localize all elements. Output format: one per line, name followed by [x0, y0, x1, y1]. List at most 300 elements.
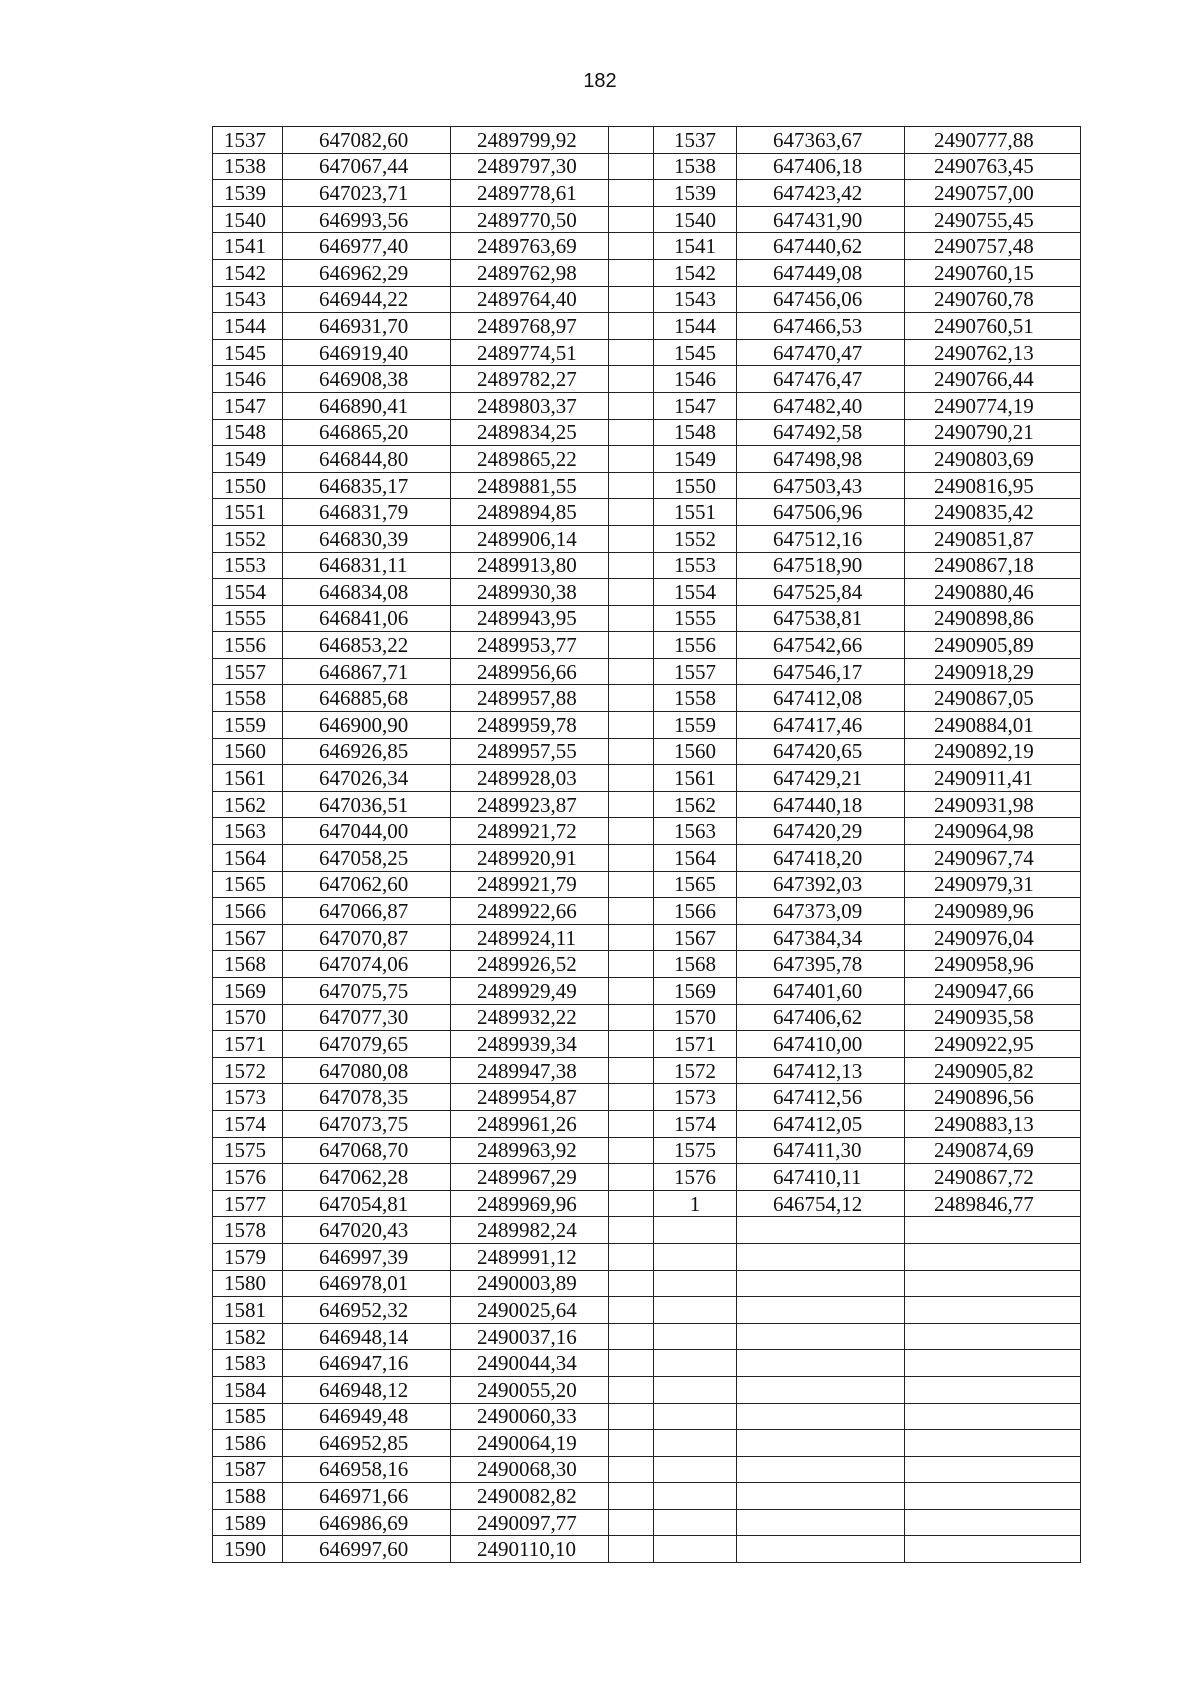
point-number-cell-right: 1556 — [654, 632, 737, 659]
x-coordinate-cell: 646997,39 — [283, 1243, 451, 1270]
x-coordinate-cell: 646890,41 — [283, 392, 451, 419]
point-number-cell: 1589 — [213, 1509, 283, 1536]
spacer-cell — [609, 1403, 654, 1430]
spacer-cell — [609, 1376, 654, 1403]
point-number-cell: 1545 — [213, 339, 283, 366]
y-coordinate-cell-right: 2490979,31 — [905, 871, 1081, 898]
x-coordinate-cell-right: 647420,29 — [737, 818, 905, 845]
y-coordinate-cell-right: 2490851,87 — [905, 525, 1081, 552]
y-coordinate-cell: 2489906,14 — [451, 525, 609, 552]
spacer-cell — [609, 339, 654, 366]
x-coordinate-cell-right: 647476,47 — [737, 366, 905, 393]
spacer-cell — [609, 1217, 654, 1244]
table-row — [213, 1164, 1081, 1191]
spacer-cell — [609, 446, 654, 473]
point-number-cell-right: 1543 — [654, 286, 737, 313]
y-coordinate-cell-right — [905, 1297, 1081, 1324]
x-coordinate-cell-right: 647429,21 — [737, 765, 905, 792]
table-row — [213, 552, 1081, 579]
y-coordinate-cell-right: 2490905,89 — [905, 632, 1081, 659]
x-coordinate-cell-right: 647506,96 — [737, 499, 905, 526]
y-coordinate-cell: 2489956,66 — [451, 658, 609, 685]
point-number-cell-right: 1548 — [654, 419, 737, 446]
x-coordinate-cell-right: 647392,03 — [737, 871, 905, 898]
point-number-cell-right — [654, 1403, 737, 1430]
x-coordinate-cell: 647036,51 — [283, 791, 451, 818]
point-number-cell: 1542 — [213, 259, 283, 286]
x-coordinate-cell: 646844,80 — [283, 446, 451, 473]
point-number-cell-right: 1546 — [654, 366, 737, 393]
point-number-cell-right: 1569 — [654, 978, 737, 1005]
table-row — [213, 1084, 1081, 1111]
spacer-cell — [609, 871, 654, 898]
x-coordinate-cell: 646948,12 — [283, 1376, 451, 1403]
point-number-cell-right — [654, 1243, 737, 1270]
point-number-cell-right — [654, 1536, 737, 1563]
point-number-cell: 1576 — [213, 1164, 283, 1191]
spacer-cell — [609, 206, 654, 233]
spacer-cell — [609, 685, 654, 712]
spacer-cell — [609, 1323, 654, 1350]
spacer-cell — [609, 818, 654, 845]
y-coordinate-cell: 2489929,49 — [451, 978, 609, 1005]
spacer-cell — [609, 366, 654, 393]
point-number-cell-right: 1537 — [654, 127, 737, 154]
point-number-cell: 1550 — [213, 472, 283, 499]
x-coordinate-cell: 646958,16 — [283, 1456, 451, 1483]
y-coordinate-cell-right — [905, 1430, 1081, 1457]
x-coordinate-cell: 646926,85 — [283, 738, 451, 765]
x-coordinate-cell: 647070,87 — [283, 924, 451, 951]
x-coordinate-cell-right: 647492,58 — [737, 419, 905, 446]
table-row — [213, 1350, 1081, 1377]
point-number-cell: 1561 — [213, 765, 283, 792]
y-coordinate-cell: 2489782,27 — [451, 366, 609, 393]
x-coordinate-cell: 646944,22 — [283, 286, 451, 313]
point-number-cell-right — [654, 1323, 737, 1350]
x-coordinate-cell-right: 647456,06 — [737, 286, 905, 313]
x-coordinate-cell: 646834,08 — [283, 579, 451, 606]
point-number-cell-right: 1565 — [654, 871, 737, 898]
x-coordinate-cell-right: 647449,08 — [737, 259, 905, 286]
point-number-cell: 1586 — [213, 1430, 283, 1457]
point-number-cell-right: 1555 — [654, 605, 737, 632]
x-coordinate-cell: 646931,70 — [283, 313, 451, 340]
point-number-cell: 1537 — [213, 127, 283, 154]
y-coordinate-cell: 2489967,29 — [451, 1164, 609, 1191]
table-row — [213, 605, 1081, 632]
point-number-cell: 1556 — [213, 632, 283, 659]
x-coordinate-cell: 647073,75 — [283, 1110, 451, 1137]
page-number: 182 — [583, 70, 617, 92]
point-number-cell: 1558 — [213, 685, 283, 712]
table-row — [213, 898, 1081, 925]
point-number-cell-right — [654, 1456, 737, 1483]
spacer-cell — [609, 552, 654, 579]
y-coordinate-cell: 2489763,69 — [451, 233, 609, 260]
point-number-cell: 1581 — [213, 1297, 283, 1324]
point-number-cell-right — [654, 1350, 737, 1377]
y-coordinate-cell-right: 2490757,00 — [905, 180, 1081, 207]
point-number-cell-right: 1571 — [654, 1031, 737, 1058]
table-row — [213, 1137, 1081, 1164]
x-coordinate-cell: 647062,60 — [283, 871, 451, 898]
table-row — [213, 1456, 1081, 1483]
spacer-cell — [609, 1483, 654, 1510]
point-number-cell: 1540 — [213, 206, 283, 233]
y-coordinate-cell: 2490055,20 — [451, 1376, 609, 1403]
point-number-cell-right: 1539 — [654, 180, 737, 207]
y-coordinate-cell-right: 2490935,58 — [905, 1004, 1081, 1031]
table-row — [213, 180, 1081, 207]
y-coordinate-cell-right: 2490867,05 — [905, 685, 1081, 712]
x-coordinate-cell-right: 647395,78 — [737, 951, 905, 978]
point-number-cell-right: 1559 — [654, 712, 737, 739]
point-number-cell: 1580 — [213, 1270, 283, 1297]
table-row — [213, 1110, 1081, 1137]
x-coordinate-cell-right: 647406,62 — [737, 1004, 905, 1031]
point-number-cell-right: 1544 — [654, 313, 737, 340]
x-coordinate-cell: 646952,32 — [283, 1297, 451, 1324]
point-number-cell: 1549 — [213, 446, 283, 473]
spacer-cell — [609, 419, 654, 446]
point-number-cell: 1552 — [213, 525, 283, 552]
x-coordinate-cell: 647074,06 — [283, 951, 451, 978]
x-coordinate-cell: 646962,29 — [283, 259, 451, 286]
x-coordinate-cell-right: 647411,30 — [737, 1137, 905, 1164]
point-number-cell-right: 1568 — [654, 951, 737, 978]
y-coordinate-cell: 2489768,97 — [451, 313, 609, 340]
spacer-cell — [609, 1084, 654, 1111]
x-coordinate-cell-right: 646754,12 — [737, 1190, 905, 1217]
spacer-cell — [609, 924, 654, 951]
spacer-cell — [609, 1350, 654, 1377]
point-number-cell-right: 1573 — [654, 1084, 737, 1111]
table-row — [213, 206, 1081, 233]
table-row — [213, 791, 1081, 818]
point-number-cell-right: 1574 — [654, 1110, 737, 1137]
x-coordinate-cell-right: 647406,18 — [737, 153, 905, 180]
table-row — [213, 924, 1081, 951]
x-coordinate-cell-right: 647418,20 — [737, 845, 905, 872]
y-coordinate-cell: 2489926,52 — [451, 951, 609, 978]
y-coordinate-cell: 2489939,34 — [451, 1031, 609, 1058]
spacer-cell — [609, 632, 654, 659]
spacer-cell — [609, 1004, 654, 1031]
x-coordinate-cell: 646853,22 — [283, 632, 451, 659]
y-coordinate-cell: 2489930,38 — [451, 579, 609, 606]
x-coordinate-cell-right: 647423,42 — [737, 180, 905, 207]
table-row — [213, 127, 1081, 154]
x-coordinate-cell: 647058,25 — [283, 845, 451, 872]
x-coordinate-cell: 647082,60 — [283, 127, 451, 154]
y-coordinate-cell: 2489881,55 — [451, 472, 609, 499]
y-coordinate-cell: 2489894,85 — [451, 499, 609, 526]
table-row — [213, 1376, 1081, 1403]
y-coordinate-cell: 2489834,25 — [451, 419, 609, 446]
point-number-cell: 1568 — [213, 951, 283, 978]
spacer-cell — [609, 1243, 654, 1270]
x-coordinate-cell-right: 647412,13 — [737, 1057, 905, 1084]
x-coordinate-cell-right: 647384,34 — [737, 924, 905, 951]
point-number-cell-right: 1554 — [654, 579, 737, 606]
point-number-cell: 1548 — [213, 419, 283, 446]
x-coordinate-cell-right — [737, 1509, 905, 1536]
point-number-cell-right: 1561 — [654, 765, 737, 792]
y-coordinate-cell-right: 2490816,95 — [905, 472, 1081, 499]
x-coordinate-cell: 647080,08 — [283, 1057, 451, 1084]
x-coordinate-cell: 647067,44 — [283, 153, 451, 180]
y-coordinate-cell: 2490003,89 — [451, 1270, 609, 1297]
x-coordinate-cell: 646830,39 — [283, 525, 451, 552]
x-coordinate-cell-right: 647412,05 — [737, 1110, 905, 1137]
x-coordinate-cell-right: 647512,16 — [737, 525, 905, 552]
x-coordinate-cell-right: 647538,81 — [737, 605, 905, 632]
y-coordinate-cell: 2489954,87 — [451, 1084, 609, 1111]
y-coordinate-cell-right: 2490958,96 — [905, 951, 1081, 978]
table-row — [213, 286, 1081, 313]
x-coordinate-cell-right — [737, 1297, 905, 1324]
point-number-cell: 1588 — [213, 1483, 283, 1510]
point-number-cell: 1570 — [213, 1004, 283, 1031]
point-number-cell: 1575 — [213, 1137, 283, 1164]
y-coordinate-cell: 2489921,72 — [451, 818, 609, 845]
y-coordinate-cell: 2489774,51 — [451, 339, 609, 366]
point-number-cell: 1544 — [213, 313, 283, 340]
y-coordinate-cell-right: 2490931,98 — [905, 791, 1081, 818]
x-coordinate-cell-right: 647410,11 — [737, 1164, 905, 1191]
spacer-cell — [609, 1110, 654, 1137]
table-row — [213, 1243, 1081, 1270]
y-coordinate-cell: 2489778,61 — [451, 180, 609, 207]
y-coordinate-cell: 2490064,19 — [451, 1430, 609, 1457]
table-row — [213, 1323, 1081, 1350]
point-number-cell-right: 1562 — [654, 791, 737, 818]
table-row — [213, 871, 1081, 898]
x-coordinate-cell-right: 647498,98 — [737, 446, 905, 473]
y-coordinate-cell: 2489932,22 — [451, 1004, 609, 1031]
table-row — [213, 259, 1081, 286]
table-row — [213, 1403, 1081, 1430]
table-row — [213, 153, 1081, 180]
point-number-cell-right — [654, 1483, 737, 1510]
y-coordinate-cell-right: 2490867,72 — [905, 1164, 1081, 1191]
point-number-cell: 1562 — [213, 791, 283, 818]
table-row — [213, 632, 1081, 659]
spacer-cell — [609, 1509, 654, 1536]
y-coordinate-cell: 2489920,91 — [451, 845, 609, 872]
spacer-cell — [609, 1456, 654, 1483]
y-coordinate-cell-right: 2490892,19 — [905, 738, 1081, 765]
point-number-cell-right: 1552 — [654, 525, 737, 552]
spacer-cell — [609, 127, 654, 154]
table-row — [213, 1430, 1081, 1457]
table-row — [213, 339, 1081, 366]
y-coordinate-cell-right: 2490867,18 — [905, 552, 1081, 579]
point-number-cell-right: 1572 — [654, 1057, 737, 1084]
x-coordinate-cell-right: 647417,46 — [737, 712, 905, 739]
point-number-cell: 1541 — [213, 233, 283, 260]
spacer-cell — [609, 738, 654, 765]
spacer-cell — [609, 712, 654, 739]
x-coordinate-cell: 646948,14 — [283, 1323, 451, 1350]
x-coordinate-cell: 646977,40 — [283, 233, 451, 260]
spacer-cell — [609, 579, 654, 606]
x-coordinate-cell-right — [737, 1536, 905, 1563]
point-number-cell: 1538 — [213, 153, 283, 180]
x-coordinate-cell-right — [737, 1376, 905, 1403]
point-number-cell: 1587 — [213, 1456, 283, 1483]
point-number-cell: 1567 — [213, 924, 283, 951]
x-coordinate-cell-right: 647466,53 — [737, 313, 905, 340]
point-number-cell-right: 1545 — [654, 339, 737, 366]
point-number-cell-right: 1547 — [654, 392, 737, 419]
y-coordinate-cell-right: 2490880,46 — [905, 579, 1081, 606]
x-coordinate-cell-right: 647470,47 — [737, 339, 905, 366]
x-coordinate-cell: 647023,71 — [283, 180, 451, 207]
point-number-cell-right: 1567 — [654, 924, 737, 951]
spacer-cell — [609, 153, 654, 180]
table-row — [213, 1057, 1081, 1084]
x-coordinate-cell-right — [737, 1430, 905, 1457]
x-coordinate-cell-right — [737, 1270, 905, 1297]
y-coordinate-cell-right: 2490911,41 — [905, 765, 1081, 792]
y-coordinate-cell-right: 2490763,45 — [905, 153, 1081, 180]
x-coordinate-cell-right — [737, 1243, 905, 1270]
point-number-cell-right — [654, 1376, 737, 1403]
point-number-cell: 1573 — [213, 1084, 283, 1111]
x-coordinate-cell-right: 647412,08 — [737, 685, 905, 712]
x-coordinate-cell: 646949,48 — [283, 1403, 451, 1430]
y-coordinate-cell: 2490110,10 — [451, 1536, 609, 1563]
x-coordinate-cell: 647026,34 — [283, 765, 451, 792]
spacer-cell — [609, 898, 654, 925]
spacer-cell — [609, 1164, 654, 1191]
y-coordinate-cell-right: 2490898,86 — [905, 605, 1081, 632]
point-number-cell-right: 1551 — [654, 499, 737, 526]
spacer-cell — [609, 392, 654, 419]
point-number-cell-right: 1 — [654, 1190, 737, 1217]
x-coordinate-cell-right — [737, 1403, 905, 1430]
y-coordinate-cell: 2489922,66 — [451, 898, 609, 925]
y-coordinate-cell-right — [905, 1483, 1081, 1510]
spacer-cell — [609, 845, 654, 872]
x-coordinate-cell: 647068,70 — [283, 1137, 451, 1164]
spacer-cell — [609, 1297, 654, 1324]
x-coordinate-cell: 646978,01 — [283, 1270, 451, 1297]
x-coordinate-cell: 646993,56 — [283, 206, 451, 233]
x-coordinate-cell: 647066,87 — [283, 898, 451, 925]
point-number-cell: 1557 — [213, 658, 283, 685]
spacer-cell — [609, 472, 654, 499]
y-coordinate-cell-right: 2490964,98 — [905, 818, 1081, 845]
point-number-cell-right: 1575 — [654, 1137, 737, 1164]
x-coordinate-cell-right: 647440,18 — [737, 791, 905, 818]
point-number-cell-right: 1541 — [654, 233, 737, 260]
point-number-cell-right: 1570 — [654, 1004, 737, 1031]
x-coordinate-cell-right: 647373,09 — [737, 898, 905, 925]
x-coordinate-cell: 647044,00 — [283, 818, 451, 845]
y-coordinate-cell: 2489982,24 — [451, 1217, 609, 1244]
x-coordinate-cell: 647078,35 — [283, 1084, 451, 1111]
x-coordinate-cell-right: 647412,56 — [737, 1084, 905, 1111]
table-row — [213, 313, 1081, 340]
y-coordinate-cell: 2489797,30 — [451, 153, 609, 180]
y-coordinate-cell-right: 2490774,19 — [905, 392, 1081, 419]
table-row — [213, 818, 1081, 845]
y-coordinate-cell-right: 2490884,01 — [905, 712, 1081, 739]
spacer-cell — [609, 1270, 654, 1297]
x-coordinate-cell: 646908,38 — [283, 366, 451, 393]
spacer-cell — [609, 180, 654, 207]
y-coordinate-cell-right: 2490760,51 — [905, 313, 1081, 340]
x-coordinate-cell: 646971,66 — [283, 1483, 451, 1510]
x-coordinate-cell-right — [737, 1350, 905, 1377]
table-row — [213, 1217, 1081, 1244]
spacer-cell — [609, 765, 654, 792]
point-number-cell-right: 1557 — [654, 658, 737, 685]
coordinates-table-body — [213, 127, 1081, 1563]
y-coordinate-cell-right: 2490905,82 — [905, 1057, 1081, 1084]
table-row — [213, 525, 1081, 552]
table-row — [213, 1536, 1081, 1563]
y-coordinate-cell: 2489923,87 — [451, 791, 609, 818]
y-coordinate-cell: 2489991,12 — [451, 1243, 609, 1270]
y-coordinate-cell-right: 2490760,15 — [905, 259, 1081, 286]
y-coordinate-cell-right: 2490755,45 — [905, 206, 1081, 233]
point-number-cell: 1559 — [213, 712, 283, 739]
y-coordinate-cell: 2490044,34 — [451, 1350, 609, 1377]
y-coordinate-cell-right — [905, 1376, 1081, 1403]
table-row — [213, 579, 1081, 606]
y-coordinate-cell: 2489770,50 — [451, 206, 609, 233]
point-number-cell: 1574 — [213, 1110, 283, 1137]
y-coordinate-cell: 2489961,26 — [451, 1110, 609, 1137]
point-number-cell: 1547 — [213, 392, 283, 419]
x-coordinate-cell: 646841,06 — [283, 605, 451, 632]
spacer-cell — [609, 1031, 654, 1058]
x-coordinate-cell-right — [737, 1456, 905, 1483]
x-coordinate-cell-right — [737, 1483, 905, 1510]
y-coordinate-cell: 2489947,38 — [451, 1057, 609, 1084]
x-coordinate-cell: 647079,65 — [283, 1031, 451, 1058]
y-coordinate-cell: 2490068,30 — [451, 1456, 609, 1483]
x-coordinate-cell: 646865,20 — [283, 419, 451, 446]
point-number-cell-right — [654, 1217, 737, 1244]
y-coordinate-cell-right: 2490803,69 — [905, 446, 1081, 473]
x-coordinate-cell-right: 647431,90 — [737, 206, 905, 233]
point-number-cell-right: 1560 — [654, 738, 737, 765]
spacer-cell — [609, 286, 654, 313]
point-number-cell: 1590 — [213, 1536, 283, 1563]
table-row — [213, 1004, 1081, 1031]
y-coordinate-cell-right — [905, 1509, 1081, 1536]
y-coordinate-cell: 2489943,95 — [451, 605, 609, 632]
y-coordinate-cell-right: 2490883,13 — [905, 1110, 1081, 1137]
point-number-cell: 1583 — [213, 1350, 283, 1377]
point-number-cell-right: 1576 — [654, 1164, 737, 1191]
y-coordinate-cell-right: 2490777,88 — [905, 127, 1081, 154]
table-row — [213, 1270, 1081, 1297]
x-coordinate-cell-right: 647518,90 — [737, 552, 905, 579]
x-coordinate-cell-right: 647410,00 — [737, 1031, 905, 1058]
point-number-cell-right: 1553 — [654, 552, 737, 579]
y-coordinate-cell-right: 2490766,44 — [905, 366, 1081, 393]
spacer-cell — [609, 978, 654, 1005]
y-coordinate-cell: 2490025,64 — [451, 1297, 609, 1324]
x-coordinate-cell-right: 647440,62 — [737, 233, 905, 260]
y-coordinate-cell: 2489957,88 — [451, 685, 609, 712]
